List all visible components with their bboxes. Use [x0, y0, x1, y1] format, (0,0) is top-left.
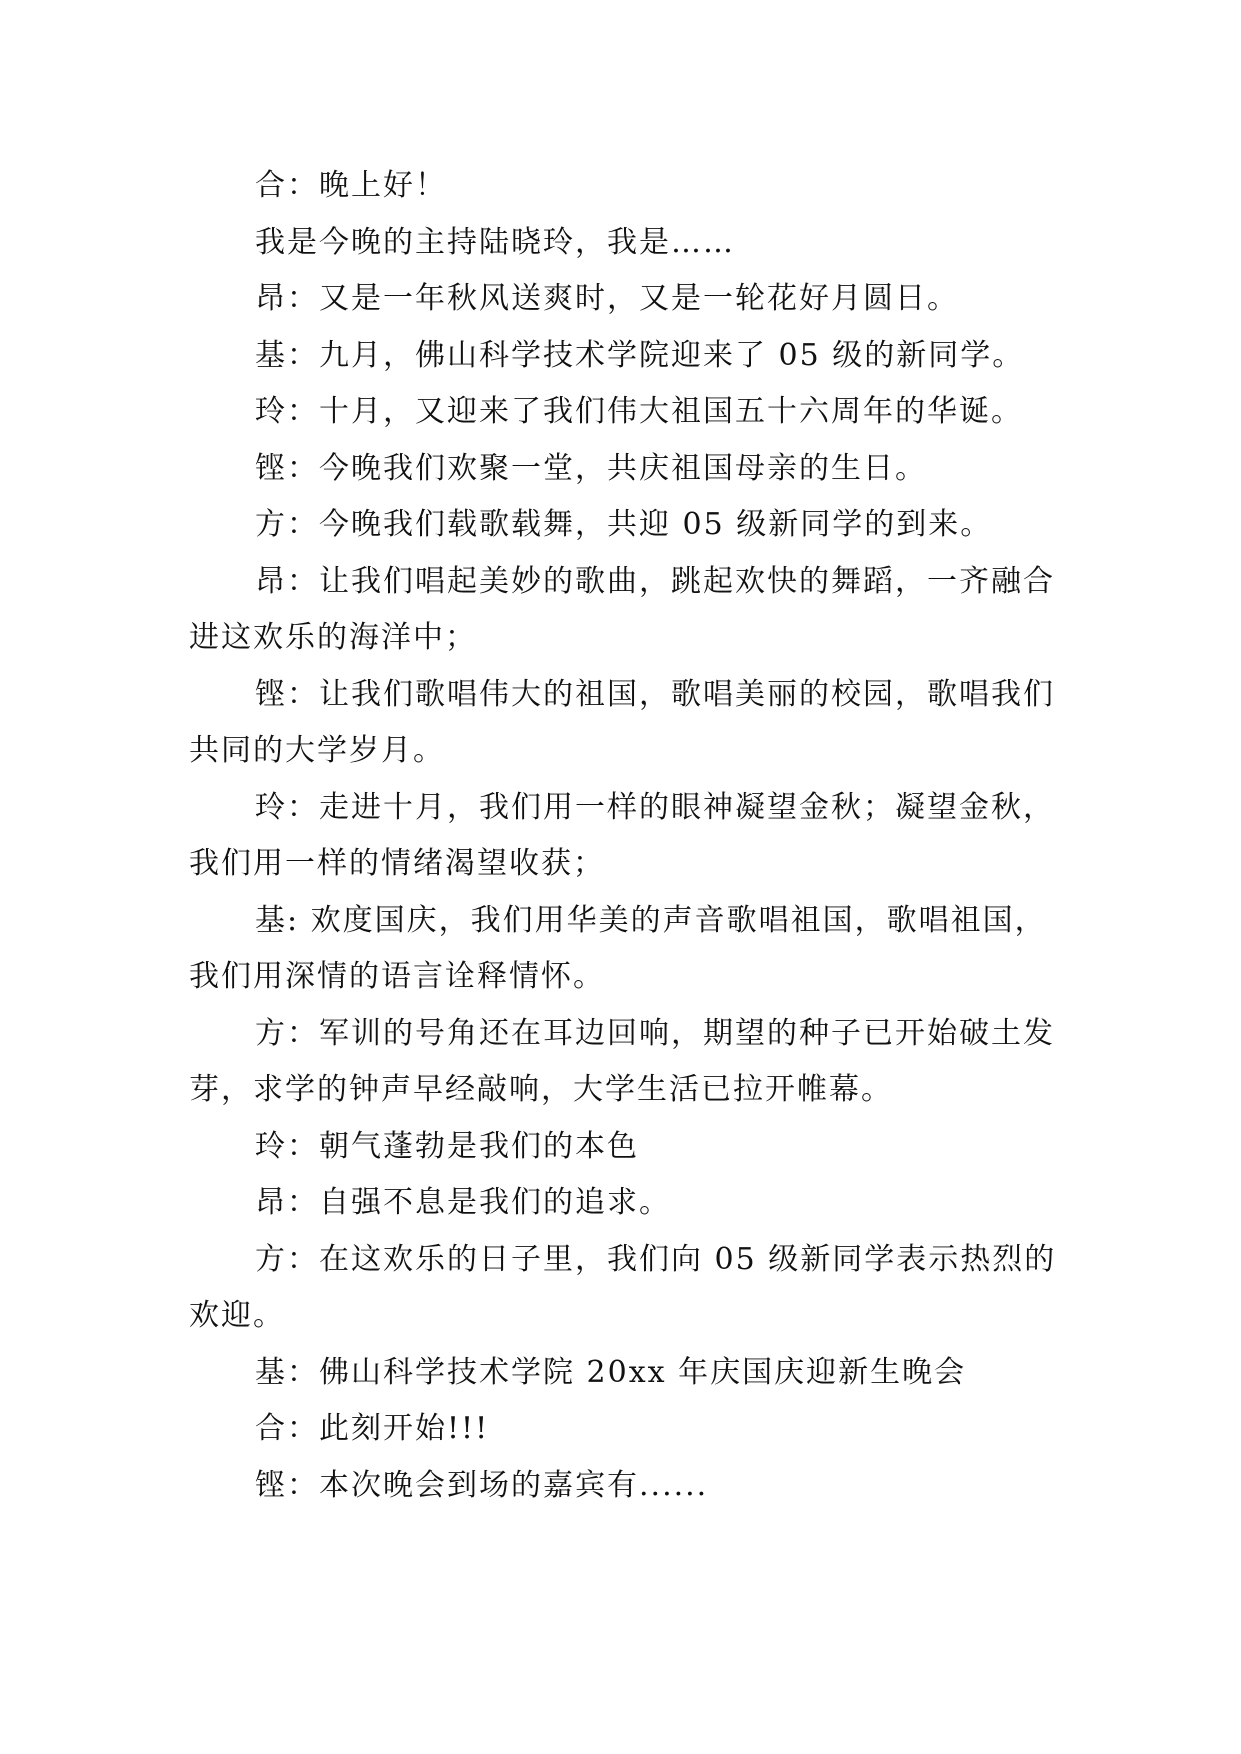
paragraph: 铿：今晚我们欢聚一堂，共庆祖国母亲的生日。 [255, 450, 927, 486]
paragraph: 基：九月，佛山科学技术学院迎来了 05 级的新同学。 [255, 337, 1025, 373]
paragraph: 铿：本次晚会到场的嘉宾有...... [255, 1467, 709, 1503]
paragraph: 基：佛山科学技术学院 20xx 年庆国庆迎新生晚会 [255, 1354, 967, 1390]
paragraph: 昂：让我们唱起美妙的歌曲，跳起欢快的舞蹈，一齐融合进这欢乐的海洋中； [189, 563, 1055, 655]
paragraph: 方：今晚我们载歌载舞，共迎 05 级新同学的到来。 [255, 507, 993, 542]
paragraph: 昂：自强不息是我们的追求。 [255, 1185, 671, 1220]
paragraph: 我是今晚的主持陆晓玲，我是…… [255, 224, 735, 260]
paragraph: 玲：朝气蓬勃是我们的本色 [255, 1128, 639, 1164]
paragraph: 铿：让我们歌唱伟大的祖国，歌唱美丽的校园，歌唱我们共同的大学岁月。 [189, 676, 1055, 768]
paragraph: 合：此刻开始!!! [255, 1411, 490, 1446]
paragraph: 玲：十月，又迎来了我们伟大祖国五十六周年的华诞。 [255, 394, 1023, 429]
paragraph: 方：军训的号角还在耳边回响，期望的种子已开始破土发芽，求学的钟声早经敲响，大学生活已拉开帷幕。 [189, 1015, 1055, 1107]
paragraph: 昂：又是一年秋风送爽时，又是一轮花好月圆日。 [255, 281, 959, 316]
paragraph: 基: 欢度国庆，我们用华美的声音歌唱祖国，歌唱祖国，我们用深情的语言诠释情怀。 [189, 902, 1047, 994]
paragraph: 合：晚上好！ [255, 168, 447, 203]
script-text [189, 158, 1069, 1514]
paragraph: 方：在这欢乐的日子里，我们向 05 级新同学表示热烈的欢迎。 [189, 1241, 1057, 1333]
paragraph: 玲：走进十月，我们用一样的眼神凝望金秋；凝望金秋，我们用一样的情绪渴望收获； [189, 789, 1055, 881]
